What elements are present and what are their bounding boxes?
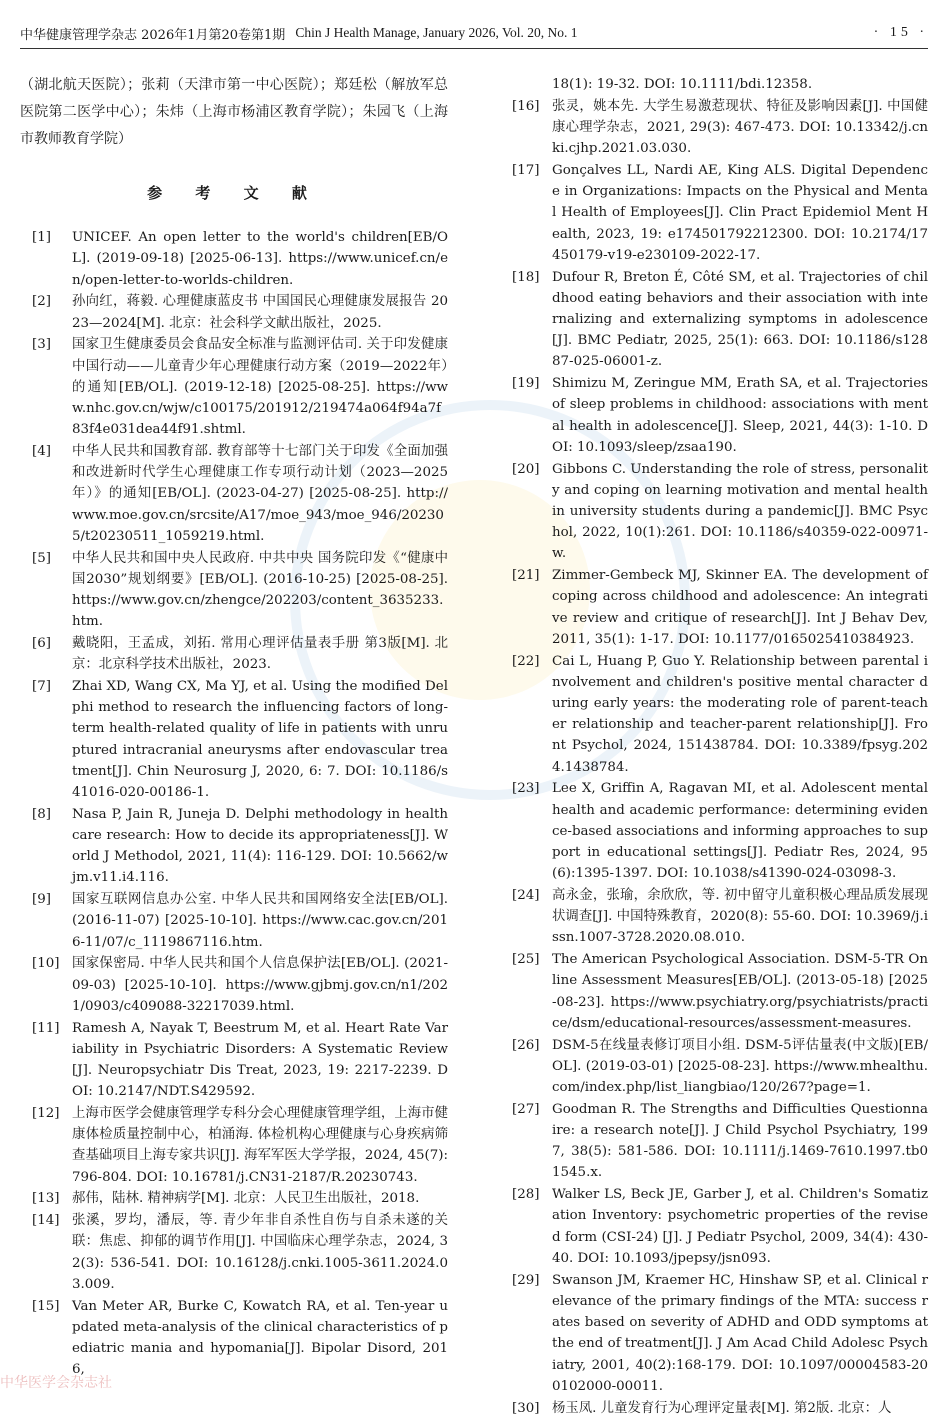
reference-number: [21] [512,568,540,584]
reference-number: [29] [512,1272,540,1288]
reference-item [20,1210,448,1295]
reference-item [20,804,448,889]
reference-text: The American Psychological Association. DSM-5-TR Online Assessment Measures[EB/OL]. (2013-05-18) [2025-08-23]. https://www.psychiatry.org/psychiatrists/practice/dsm/educational-resources/assessment-measures. [552,952,928,1031]
reference-item [20,676,448,803]
reference-number: [10] [32,956,60,972]
reference-number: [12] [32,1106,60,1122]
reference-item [500,1184,928,1269]
reference-text: Cai L, Huang P, Guo Y. Relationship between parental involvement and children's positive mental character during early years: the moderating role of parent-teacher relationship and teacher-parent relationship[J]. Front Psychol, 2024, 151438784. DOI: 10.3389/fpsyg.2024.1438784. [552,653,928,775]
reference-number: [26] [512,1037,540,1053]
reference-item [20,1103,448,1188]
reference-continuation-text: 18(1): 19-32. DOI: 10.1111/bdi.12358. [552,77,813,92]
reference-number: [1] [32,230,51,246]
reference-text: 张灵，姚本先. 大学生易激惹现状、特征及影响因素[J]. 中国健康心理学杂志，2021, 29(3): 467-473. DOI: 10.13342/j.cnki.cjhp.2021.03.030. [552,98,928,157]
reference-text: 中华人民共和国中央人民政府. 中共中央 国务院印发《“健康中国2030”规划纲要》[EB/OL]. (2016-10-25) [2025-08-25]. https://www.gov.cn/zhengce/202203/content_3635233.htm. [72,550,448,630]
reference-text: Shimizu M, Zeringue MM, Erath SA, et al. Trajectories of sleep problems in childhood: associations with mental health in adolescence[J]. Sleep, 2021, 44(3): 1-10. DOI: 10.1093/sleep/zsaa190. [552,376,928,455]
journal-name-cn: 中华健康管理学杂志 2026年1月第20卷第1期 [20,27,286,43]
reference-continuation [500,74,928,95]
reference-item [500,1099,928,1184]
reference-number: [15] [32,1298,60,1314]
reference-number: [17] [512,163,540,178]
reference-text: Zimmer-Gembeck MJ, Skinner EA. The development of coping across childhood and adolescence: An integrative review and critique of research[J]. Int J Behav Dev, 2011, 35(1): 1-17. DOI: 10.1177/0165025410384923. [552,568,928,647]
reference-number: [23] [512,781,540,797]
footer-watermark: 中华医学会杂志社 [0,1375,112,1391]
reference-text: Van Meter AR, Burke C, Kowatch RA, et al. Ten-year updated meta-analysis of the clinical characteristics of pediatric mania and hypomania[J]. Bipolar Disord, 2016, [72,1298,448,1378]
reference-list-left [20,227,448,1380]
reference-number: [8] [32,806,51,822]
reference-item [500,1270,928,1397]
reference-text: 杨玉凤. 儿童发育行为心理评定量表[M]. 第2版. 北京：人 [552,1400,892,1416]
author-affiliations: （湖北航天医院）；张莉（天津市第一中心医院）；郑廷松（解放军总医院第二医学中心）；朱炜（上海市杨浦区教育学院）；朱园飞（上海市教师教育学院） [20,77,448,147]
reference-text: 张溪，罗均，潘辰，等. 青少年非自杀性自伤与自杀未遂的关联：焦虑、抑郁的调节作用[J]. 中国临床心理学杂志，2024, 32(3): 536-541. DOI: 10.16128/j.cnki.1005-3611.2024.03.009. [72,1213,448,1292]
reference-text: Gibbons C. Understanding the role of stress, personality and coping on learning motivation and mental health in university students during a pandemic[J]. BMC Psychol, 2022, 10(1):261. DOI: 10.1186/s40359-022-00971-w. [552,461,928,562]
journal-name-en: Chin J Health Manage, January 2026, Vol. 20, No. 1 [295,25,578,40]
reference-number: [4] [32,444,51,460]
right-column [500,74,928,1419]
reference-number: [18] [512,269,540,285]
reference-text: Ramesh A, Nayak T, Beestrum M, et al. Heart Rate Variability in Psychiatric Disorders: A Systematic Review[J]. Neuropsychiatr Dis Treat, 2023, 19: 2217-2239. DOI: 10.2147/NDT.S429592. [72,1020,448,1100]
reference-item [20,1296,448,1381]
reference-item [20,953,448,1017]
reference-item [500,949,928,1034]
reference-item [20,548,448,633]
reference-number: [2] [32,294,51,310]
reference-item [500,1398,928,1419]
reference-text: Nasa P, Jain R, Juneja D. Delphi methodology in healthcare research: How to decide its appropriateness[J]. World J Methodol, 2021, 11(4): 116-129. DOI: 10.5662/wjm.v11.i4.116. [72,806,448,886]
reference-item [500,373,928,458]
reference-number: [11] [32,1020,60,1036]
reference-text: 高永金，张瑜，余欣欣，等. 初中留守儿童积极心理品质发展现状调查[J]. 中国特殊教育，2020(8): 55-60. DOI: 10.3969/j.issn.1007-3728.2020.08.010. [552,888,928,946]
running-header [20,18,928,49]
reference-text: 戴晓阳，王孟成，刘拓. 常用心理评估量表手册 第3版[M]. 北京：北京科学技术出版社，2023. [72,636,448,673]
reference-number: [13] [32,1191,60,1207]
reference-number: [6] [32,636,51,652]
reference-item [500,651,928,778]
reference-number: [19] [512,376,540,392]
left-column [20,72,448,1381]
reference-number: [24] [512,888,540,904]
reference-text: 国家卫生健康委员会食品安全标准与监测评估司. 关于印发健康中国行动——儿童青少年心理健康行动方案（2019—2022年）的通知[EB/OL]. (2019-12-18) [2025-08-25]. https://www.nhc.gov.cn/wjw/c100175/201912/219474a064f94a7f83f4e031dea44f91.shtml. [72,337,448,438]
reference-item [500,778,928,884]
reference-number: [9] [32,892,51,908]
reference-item [500,1035,928,1099]
reference-text: 郝伟，陆林. 精神病学[M]. 北京：人民卫生出版社，2018. [72,1191,420,1207]
reference-item [20,1018,448,1103]
reference-text: Gonçalves LL, Nardi AE, King ALS. Digital Dependence in Organizations: Impacts on the Physical and Mental Health of Employees[J]. Clin Pract Epidemiol Ment Health, 2023, 19: e174501792212300. DOI: 10.2174/17450179-v19-e230109-2022-17. [552,163,928,263]
reference-text: 上海市医学会健康管理学专科分会心理健康管理学组，上海市健康体检质量控制中心，柏涌海. 体检机构心理健康与心身疾病筛查基础项目上海专家共识[J]. 海军军医大学学报，2024, 45(7):796-804. DOI: 10.16781/j.CN31-2187/R.20230743. [72,1106,448,1185]
reference-text: UNICEF. An open letter to the world's children[EB/OL]. (2019-09-18) [2025-06-13]. https://www.unicef.cn/en/open-letter-to-worlds-children. [72,230,448,288]
reference-item [20,441,448,547]
reference-item [500,565,928,650]
reference-item [500,96,928,160]
reference-number: [27] [512,1101,540,1117]
reference-number: [3] [32,337,51,353]
reference-text: Dufour R, Breton É, Côté SM, et al. Trajectories of childhood eating behaviors and their association with internalizing and externalizing symptoms in adolescence[J]. BMC Pediatr, 2025, 25(1): 663. DOI: 10.1186/s12887-025-06001-z. [552,269,928,370]
reference-item [20,227,448,291]
reference-item [500,267,928,373]
reference-number: [28] [512,1187,540,1203]
reference-text: Goodman R. The Strengths and Difficulties Questionnaire: a research note[J]. J Child Psychol Psychiatry, 1997, 38(5): 581-586. DOI: 10.1111/j.1469-7610.1997.tb01545.x. [552,1101,928,1181]
reference-number: [14] [32,1213,60,1229]
reference-text: 孙向红，蒋毅. 心理健康蓝皮书 中国国民心理健康发展报告 2023—2024[M]. 北京：社会科学文献出版社，2025. [72,294,448,331]
reference-text: 国家互联网信息办公室. 中华人民共和国网络安全法[EB/OL]. (2016-11-07) [2025-10-10]. https://www.cac.gov.cn/2016-11/07/c_1119867116.htm. [72,892,448,950]
reference-text: Swanson JM, Kraemer HC, Hinshaw SP, et al. Clinical relevance of the primary findings of the MTA: success rates based on severity of ADHD and ODD symptoms at the end of treatment[J]. J Am Acad Child Adolesc Psychiatry, 2001, 40(2):168-179. DOI: 10.1097/00004583-200102000-00011. [552,1272,928,1394]
reference-number: [30] [512,1400,540,1416]
references-heading: 参 考 文 献 [147,184,321,202]
reference-text: Walker LS, Beck JE, Garber J, et al. Children's Somatization Inventory: psychometric properties of the revised form (CSI-24) [J]. J Pediatr Psychol, 2009, 34(4): 430-40. DOI: 10.1093/jpepsy/jsn093. [552,1187,928,1266]
reference-item [20,889,448,953]
reference-number: [22] [512,653,540,669]
reference-item [20,633,448,675]
reference-text: Lee X, Griffin A, Ragavan MI, et al. Adolescent mental health and academic performance: determining evidence-based associations and informing approaches to support in educational settings[J]. Pediatr Res, 2024, 95(6):1395-1397. DOI: 10.1038/s41390-024-03098-3. [552,781,928,882]
reference-number: [16] [512,98,540,114]
reference-item [500,459,928,565]
reference-text: DSM-5在线量表修订项目小组. DSM-5评估量表(中文版)[EB/OL]. (2019-03-01) [2025-08-23]. https://www.mhealthu.com/index.php/list_liangbiao/120/267?page=1. [552,1037,928,1096]
reference-item [20,291,448,333]
reference-number: [7] [32,679,51,695]
reference-number: [25] [512,952,540,968]
reference-text: 国家保密局. 中华人民共和国个人信息保护法[EB/OL]. (2021-09-03) [2025-10-10]. https://www.gjbmj.gov.cn/n1/2021/0903/c409088-32217039.html. [72,956,448,1014]
reference-item [500,160,928,266]
reference-item [500,885,928,949]
page-number: · 15 · [873,25,928,40]
reference-number: [20] [512,461,540,477]
reference-number: [5] [32,550,51,566]
reference-item [20,334,448,440]
reference-text: Zhai XD, Wang CX, Ma YJ, et al. Using the modified Delphi method to research the influencing factors of long-term health-related quality of life in patients with unruptured intracranial aneurysms after endovascular treatment[J]. Chin Neurosurg J, 2020, 6: 7. DOI: 10.1186/s41016-020-00186-1. [72,679,448,801]
reference-text: 中华人民共和国教育部. 教育部等十七部门关于印发《全面加强和改进新时代学生心理健康工作专项行动计划（2023—2025年）》的通知[EB/OL]. (2023-04-27) [2025-08-25]. http://www.moe.gov.cn/srcsite/A17/moe_943/moe_946/202305/t20230511_1059219.html. [72,444,448,544]
reference-list-right [500,96,928,1419]
reference-item [20,1188,448,1209]
